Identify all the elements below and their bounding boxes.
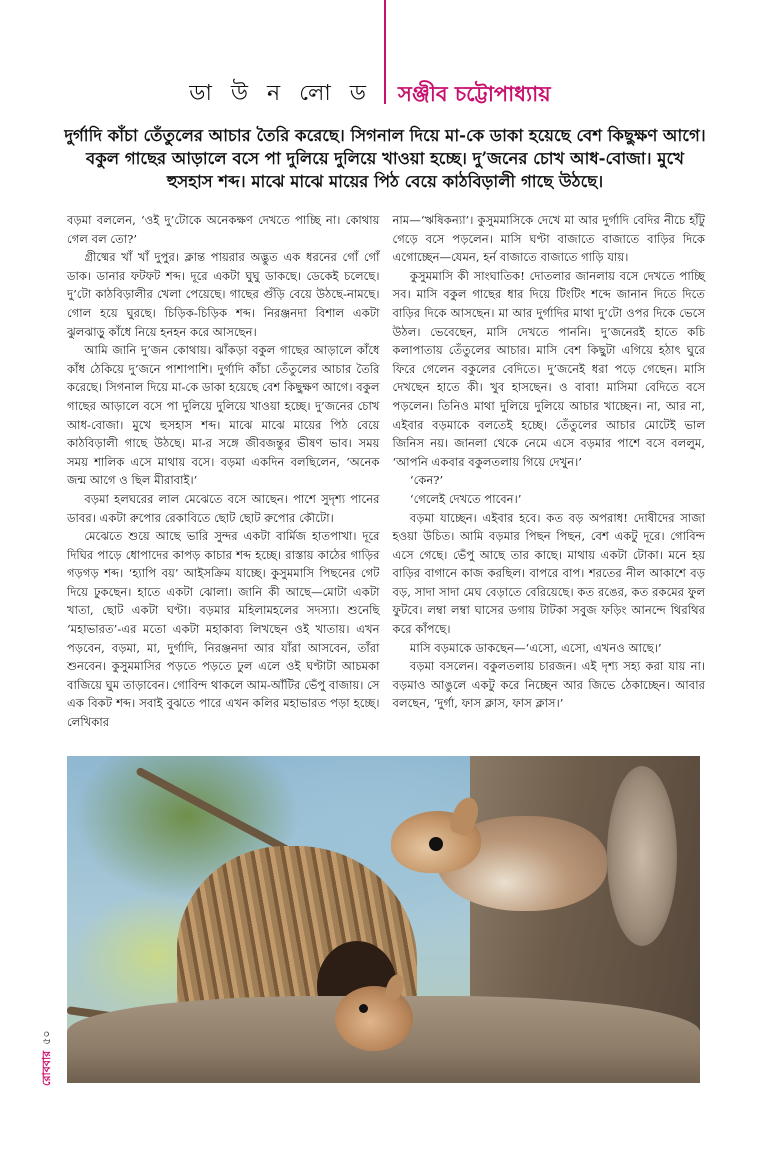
paragraph: বড়মা যাচ্ছেন। এইবার হবে। কত বড় অপরাধ! দোষীদের সাজা হওয়া উচিত। আমি বড়মার পিছন পিছন, বেশ একটু দূরে। গোবিন্দ এসে গেছে। ভেঁপু আছে তার কাছে। মাথায় একটা টোকা। মনে হয় বাড়ির বাগানে কাজ করছিল। বাপরে বাপ। শরতের নীল আকাশে বড় বড়, সাদা সাদা মেঘ বেড়াতে বেরিয়েছে। কত রঙের, কত রকমের ফুল ফুটবে। লম্বা লম্বা ঘাসের ডগায় টাটকা সবুজ ফড়িং আনন্দে থিরথির করে কাঁপছে। <box>392 510 705 637</box>
adult-squirrel <box>397 796 597 916</box>
baby-squirrel <box>335 986 413 1051</box>
paragraph: কুসুমমাসি কী সাংঘাতিক! দোতলার জানলায় বসে দেখতে পাচ্ছি সব। মাসি বকুল গাছের ধার দিয়ে টিংটিং শব্দে জানান দিতে দিতে বাড়ির দিকে আসছেন। মা আর দুর্গাদির মাথা দু’টো ওপর দিকে ভেসে উঠল। ভেবেছেন, মাসি দেখতে পাননি। দু’জনেরই হাতে কচি কলাপাতায় তেঁতুলের আচার। মাসি বেশ কিছুটা এগিয়ে হঠাৎ ঘুরে ফিরে গেলেন বকুলের বেদিতে। দু’জনেই ধরা পড়ে গেছেন। মাসি দেখছেন হাতে কী। খুব হাসছেন। ও বাবা! মাসিমা বেদিতে বসে পড়লেন। তিনিও মাথা দুলিয়ে দুলিয়ে আচার খাচ্ছেন। না, আর না, এইবার বড়মাকে বলতেই হচ্ছে। তেঁতুলের আচার মোটেই ভাল জিনিস নয়। জানলা থেকে নেমে এসে বড়মার পাশে বসে বললুম, ‘আপনি একবার বকুলতলায় গিয়ে দেখুন।’ <box>392 268 705 469</box>
left-column <box>67 211 380 732</box>
page-number: ৫০ <box>40 1030 53 1045</box>
paragraph: ‘কেন?’ <box>409 473 444 488</box>
paragraph: ‘গেলেই দেখতে পাবেন।’ <box>409 491 522 506</box>
paragraph: মেঝেতে শুয়ে আছে ভারি সুন্দর একটা বার্মিজ হাতপাখা। দূরে দিঘির পাড়ে ধোপাদের কাপড় কাচার শব্দ হচ্ছে। রাস্তায় কাঠের গাড়ির গড়গড় শব্দ। ‘হ্যাপি বয়’ আইসক্রিম যাচ্ছে। কুসুমমাসি পিছনের গেট দিয়ে ঢুকছেন। হাতে একটা ঝোলা। জানি কী আছে—মোটা একটা খাতা, ছোট একটা ঘণ্টা। বড়মার মহিলামহলের সদস্যা। শুনেছি ‘মহাভারত’-এর মতো একটা মহাকাব্য লিখছেন ওই খাতায়। এখন পড়বেন, বড়মা, মা, দুর্গাদি, নিরঞ্জনদা আর যাঁরা আসবেন, তাঁরা শুনবেন। কুসুমমাসির পড়তে পড়তে ঢুল এলে ওই ঘণ্টাটা আচমকা বাজিয়ে ঘুম তাড়াবেন। গোবিন্দ থাকলে আম-আঁটির ভেঁপু বাজায়। সে এক বিকট শব্দ। সবাই বুঝতে পারে এখন কলির মহাভারত পড়া হচ্ছে। লেখিকার <box>67 529 380 730</box>
author-name: সঞ্জীব চট্টোপাধ্যায় <box>398 81 551 106</box>
photo-block <box>40 756 700 1086</box>
right-column <box>393 211 706 713</box>
squirrel-tail <box>607 766 677 946</box>
article-body <box>67 211 705 732</box>
paragraph: মাসি বড়মাকে ডাকছেন—‘এসো, এসো, এখনও আছে।’ <box>409 640 662 655</box>
paragraph: বড়মা বসলেন। বকুলতলায় চারজন। এই দৃশ্য সহ্য করা যায় না। বড়মাও আঙুলে একটু করে নিচ্ছেন আর জিভে ঠেকাচ্ছেন। আবার বলছেন, ‘দুর্গা, ফাস ক্লাস, ফাস ক্লাস।’ <box>392 659 705 711</box>
intro-blurb: দুর্গাদি কাঁচা তেঁতুলের আচার তৈরি করেছে। সিগনাল দিয়ে মা-কে ডাকা হয়েছে বেশ কিছুক্ষণ আগে। বকুল গাছের আড়ালে বসে পা দুলিয়ে দুলিয়ে খাওয়া হচ্ছে। দু’জনের চোখ আধ-বোজা। মুখে হুসহাস শব্দ। মাঝে মাঝে মায়ের পিঠ বেয়ে কাঠবিড়ালী গাছে উঠছে। <box>64 126 706 191</box>
squirrel-eye <box>359 1004 368 1013</box>
paragraph: বড়মা বললেন, ‘ওই দু’টোকে অনেকক্ষণ দেখতে পাচ্ছি না। কোথায় গেল বল তো?’ <box>67 213 380 246</box>
header-divider <box>384 0 386 104</box>
page-footer <box>40 1030 54 1086</box>
magazine-name: রোববার <box>40 1050 53 1086</box>
squirrel-ear <box>447 794 483 838</box>
paragraph: গ্রীষ্মের খাঁ খাঁ দুপুর। ক্লান্ত পায়রার অদ্ভুত এক ধরনের গোঁ গোঁ ডাক। ডানার ফটফট শব্দ। দূরে একটা ঘুঘু ডাকছে। ডেকেই চলেছে। দু’টো কাঠবিড়ালীর খেলা পেয়েছে। গাছের গুঁড়ি বেয়ে উঠছে-নামছে। গোল হয়ে ঘুরছে। চিড়িক-চিড়িক শব্দ। নিরঞ্জনদা বিশাল একটা ঝুলঝাড়ু কাঁধে নিয়ে হনহন করে আসছেন। <box>67 250 380 339</box>
section-title: ডা উ ন লো ড <box>189 81 372 106</box>
squirrel-head <box>391 811 481 873</box>
paragraph: আমি জানি দু’জন কোথায়। ঝাঁকড়া বকুল গাছের আড়ালে কাঁধে কাঁধ ঠেকিয়ে দু’জনে পাশাপাশি। দুর্গাদি কাঁচা তেঁতুলের আচার তৈরি করেছে। সিগনাল দিয়ে মা-কে ডাকা হয়েছে বেশ কিছুক্ষণ আগে। বকুল গাছের আড়ালে বসে পা দুলিয়ে দুলিয়ে খাওয়া হচ্ছে। দু’জনের চোখ আধ-বোজা। মুখে হুসহাস শব্দ। মাঝে মাঝে মায়ের পিঠ বেয়ে কাঠবিড়ালী গাছে উঠছে। মা-র সঙ্গে জীবজন্তুর ভীষণ ভাব। সময় সময় শালিক এসে মাথায় বসে। বড়মা একদিন বলছিলেন, ‘অনেক জন্ম আগে ও ছিল মীরাবাই।’ <box>67 343 380 488</box>
page-header <box>0 0 770 112</box>
paragraph: নাম—‘ঋষিকন্যা’। কুসুমমাসিকে দেখে মা আর দুর্গাদি বেদির নীচে হাঁটু গেড়ে বসে পড়লেন। মাসি ঘণ্টা বাজাতে বাজাতে বাড়ির দিকে এগোচ্ছেন—যেমন, হর্ন বাজাতে বাজাতে গাড়ি যায়। <box>392 213 705 265</box>
paragraph: বড়মা হলঘরের লাল মেঝেতে বসে আছেন। পাশে সুদৃশ্য পানের ডাবর। একটা রুপোর রেকাবিতে ছোট ছোট রুপোর কৌটো। <box>67 491 380 525</box>
squirrel-eye <box>429 837 443 851</box>
squirrels-photo <box>67 756 700 1083</box>
